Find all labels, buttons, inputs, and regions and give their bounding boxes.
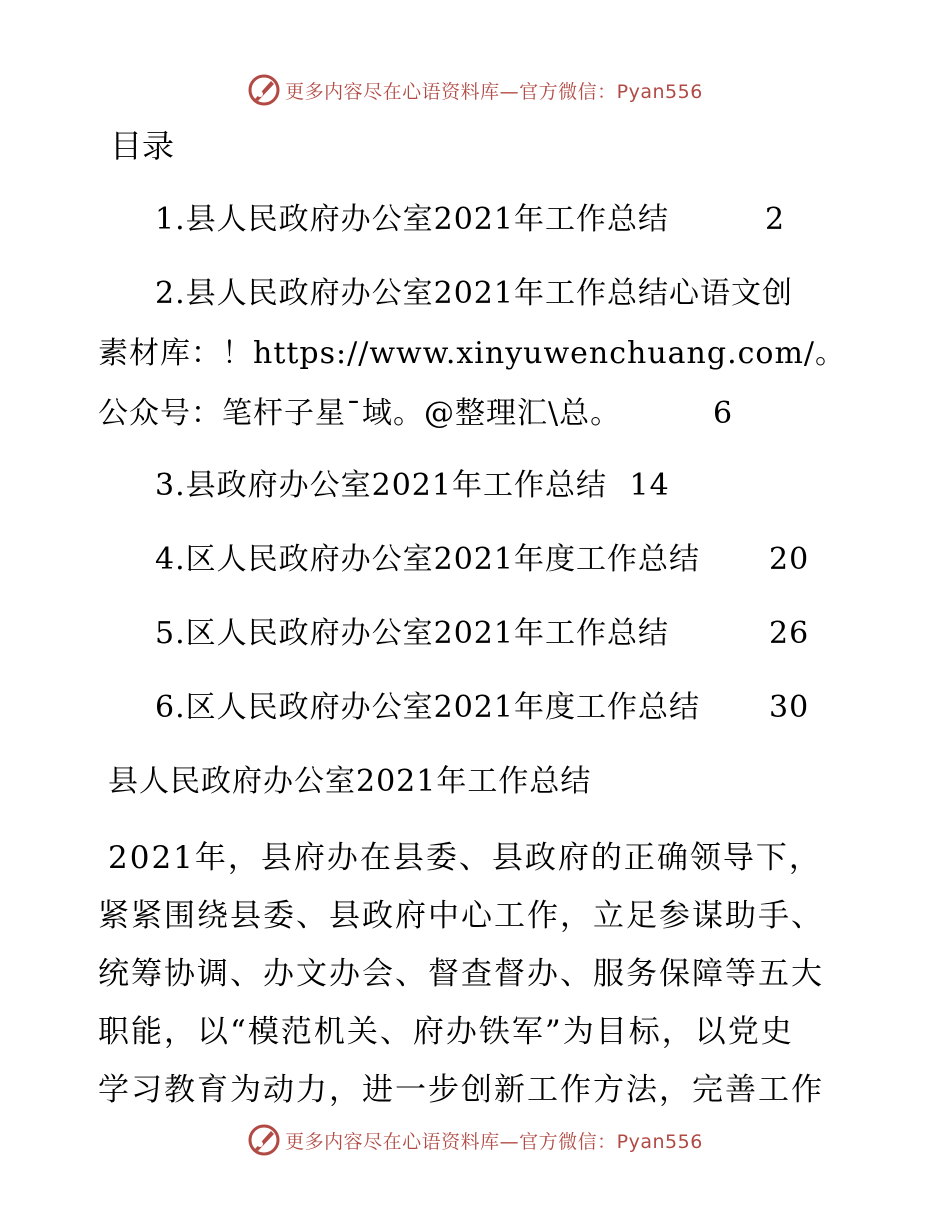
toc-item (155, 464, 670, 508)
toc-item-label: 3.县政府办公室2021年工作总结 (155, 468, 607, 503)
watermark-text: 更多内容尽在心语资料库—官方微信：Pyan556 (285, 1130, 703, 1153)
section-heading: 县人民政府办公室2021年工作总结 (108, 764, 592, 799)
toc-item-line: 素材库：！https://www.xinyuwenchuang.com/。 (98, 336, 847, 371)
toc-item (155, 538, 810, 582)
paragraph-line: 学习教育为动力，进一步创新工作方法，完善工作 (98, 1072, 824, 1108)
toc-item-label: 4.区人民政府办公室2021年度工作总结 (155, 542, 700, 577)
toc-item-line: 公众号：笔杆子星¯域。@整理汇\总。 (98, 396, 622, 431)
toc-item-page: 2 (765, 202, 786, 237)
toc-item (155, 198, 786, 242)
toc-item-page: 14 (629, 468, 670, 503)
paragraph-line: 2021年，县府办在县委、县政府的正确领导下， (108, 840, 822, 876)
toc-item-label: 5.区人民政府办公室2021年工作总结 (155, 616, 669, 651)
toc-item (155, 612, 810, 656)
footer-watermark (0, 1120, 950, 1160)
toc-title: 目录 (110, 127, 175, 165)
toc-item-line: 2.县人民政府办公室2021年工作总结心语文创 (155, 276, 793, 311)
toc-item-page: 26 (769, 616, 810, 651)
header-watermark (0, 70, 950, 110)
quill-logo-icon (247, 1123, 281, 1157)
paragraph-line: 紧紧围绕县委、县政府中心工作，立足参谋助手、 (98, 898, 824, 934)
toc-item-label: 6.区人民政府办公室2021年度工作总结 (155, 690, 700, 725)
toc-item-page: 30 (769, 690, 810, 725)
toc-item-page: 20 (769, 542, 810, 577)
toc-item (155, 686, 810, 730)
paragraph-line: 职能，以“模范机关、府办铁军”为目标，以党史 (98, 1014, 794, 1050)
watermark-text: 更多内容尽在心语资料库—官方微信：Pyan556 (285, 80, 703, 103)
toc-item (98, 392, 734, 436)
quill-logo-icon (247, 73, 281, 107)
toc-item-label: 1.县人民政府办公室2021年工作总结 (155, 202, 669, 237)
toc-item-page: 6 (713, 396, 734, 431)
paragraph-line: 统筹协调、办文办会、督查督办、服务保障等五大 (98, 956, 824, 992)
